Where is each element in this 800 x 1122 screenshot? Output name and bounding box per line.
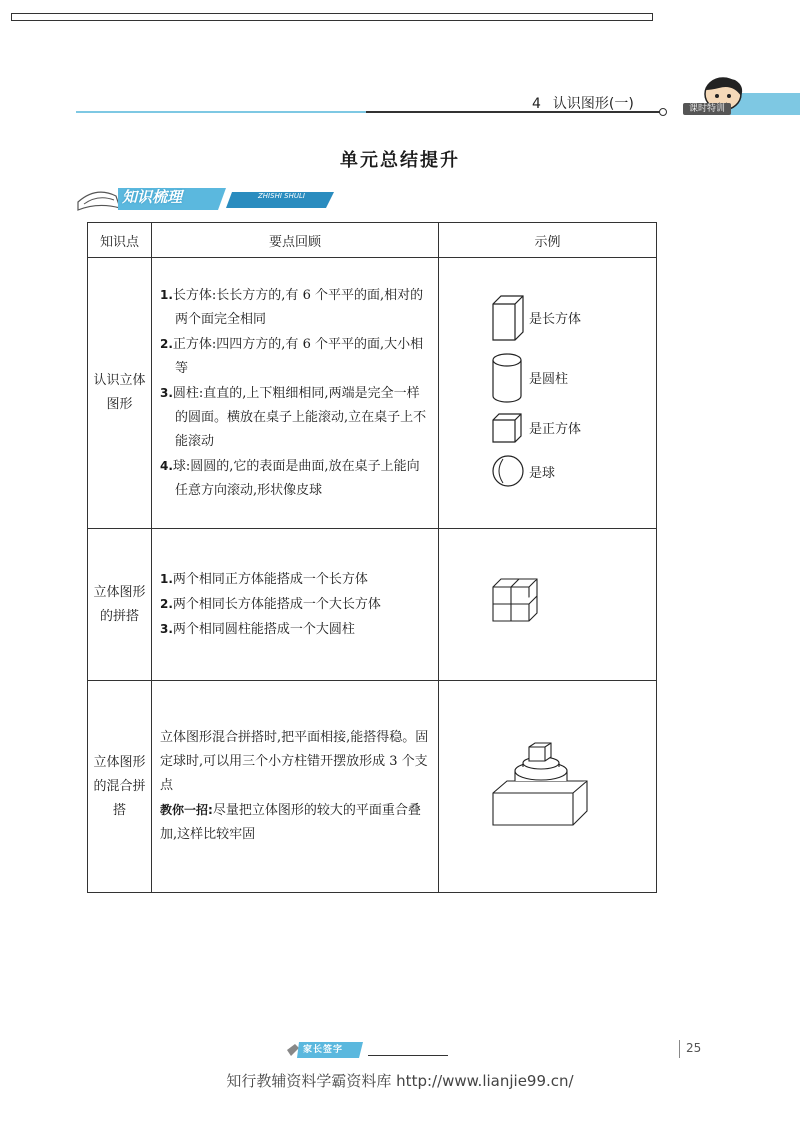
tip: 教你一招:尽量把立体图形的较大的平面重合叠加,这样比较牢固 xyxy=(160,803,421,842)
list-item: 1.长方体:长长方方的,有 6 个平平的面,相对的两个面完全相同 xyxy=(160,288,424,327)
example-cell xyxy=(439,681,657,893)
list-item: 4.球:圆圆的,它的表面是曲面,放在桌子上能向任意方向滚动,形状像皮球 xyxy=(160,459,420,498)
section-sub-label: ZHISHI SHULI xyxy=(258,192,305,200)
parent-sign-label: 家长签字 xyxy=(303,1045,344,1055)
cuboid-icon xyxy=(491,294,525,342)
points-cell xyxy=(152,681,439,893)
page-number-divider xyxy=(679,1040,680,1058)
chapter-title: 认识图形(一) xyxy=(552,96,634,112)
cylinder-icon xyxy=(491,352,523,404)
mixed-stack-icon xyxy=(491,741,589,827)
example-label-sphere: 是球 xyxy=(529,466,556,481)
header-rule-blue xyxy=(76,111,366,113)
table-row xyxy=(88,681,657,893)
signature-line xyxy=(368,1055,448,1056)
header-tag: 课时特训 xyxy=(683,103,731,115)
example-label-cube: 是正方体 xyxy=(529,422,582,437)
table-header-row xyxy=(88,223,657,258)
example-label-cuboid: 是长方体 xyxy=(529,312,582,327)
example-label-cylinder: 是圆柱 xyxy=(529,372,569,387)
points-cell xyxy=(152,258,439,529)
list-item: 3.两个相同圆柱能搭成一个大圆柱 xyxy=(160,622,355,637)
topic-cell: 立体图形的混合拼搭 xyxy=(88,681,152,893)
top-frame-bar xyxy=(11,13,653,21)
header-rule-end-dot xyxy=(659,108,667,116)
chapter-heading xyxy=(532,93,634,113)
stacked-cubes-icon xyxy=(491,577,541,625)
example-cell xyxy=(439,529,657,681)
section-label: 知识梳理 xyxy=(122,188,183,206)
topic-cell: 认识立体图形 xyxy=(88,258,152,529)
page-number: 25 xyxy=(686,1041,702,1055)
list-item: 2.正方体:四四方方的,有 6 个平平的面,大小相等 xyxy=(160,337,424,376)
table-row xyxy=(88,529,657,681)
header-topic: 知识点 xyxy=(88,223,152,258)
header-example: 示例 xyxy=(439,223,657,258)
points-cell xyxy=(152,529,439,681)
paragraph: 立体图形混合拼搭时,把平面相接,能搭得稳。固定球时,可以用三个小方柱错开摆放形成 3 个支点 xyxy=(160,730,429,793)
table-row xyxy=(88,258,657,529)
cube-icon xyxy=(491,412,523,444)
topic-cell: 立体图形的拼搭 xyxy=(88,529,152,681)
list-item: 1.两个相同正方体能搭成一个长方体 xyxy=(160,572,368,587)
list-item: 2.两个相同长方体能搭成一个大长方体 xyxy=(160,597,381,612)
header-points: 要点回顾 xyxy=(152,223,439,258)
knowledge-table xyxy=(87,222,657,893)
chapter-number: 4 xyxy=(532,96,541,112)
footer-source: 知行教辅资料学霸资料库 http://www.lianjie99.cn/ xyxy=(226,1072,574,1090)
list-item: 3.圆柱:直直的,上下粗细相同,两端是完全一样的圆面。横放在桌子上能滚动,立在桌子上不能滚动 xyxy=(160,386,427,449)
sphere-icon xyxy=(491,454,525,488)
example-cell xyxy=(439,258,657,529)
page-title: 单元总结提升 xyxy=(340,150,460,171)
